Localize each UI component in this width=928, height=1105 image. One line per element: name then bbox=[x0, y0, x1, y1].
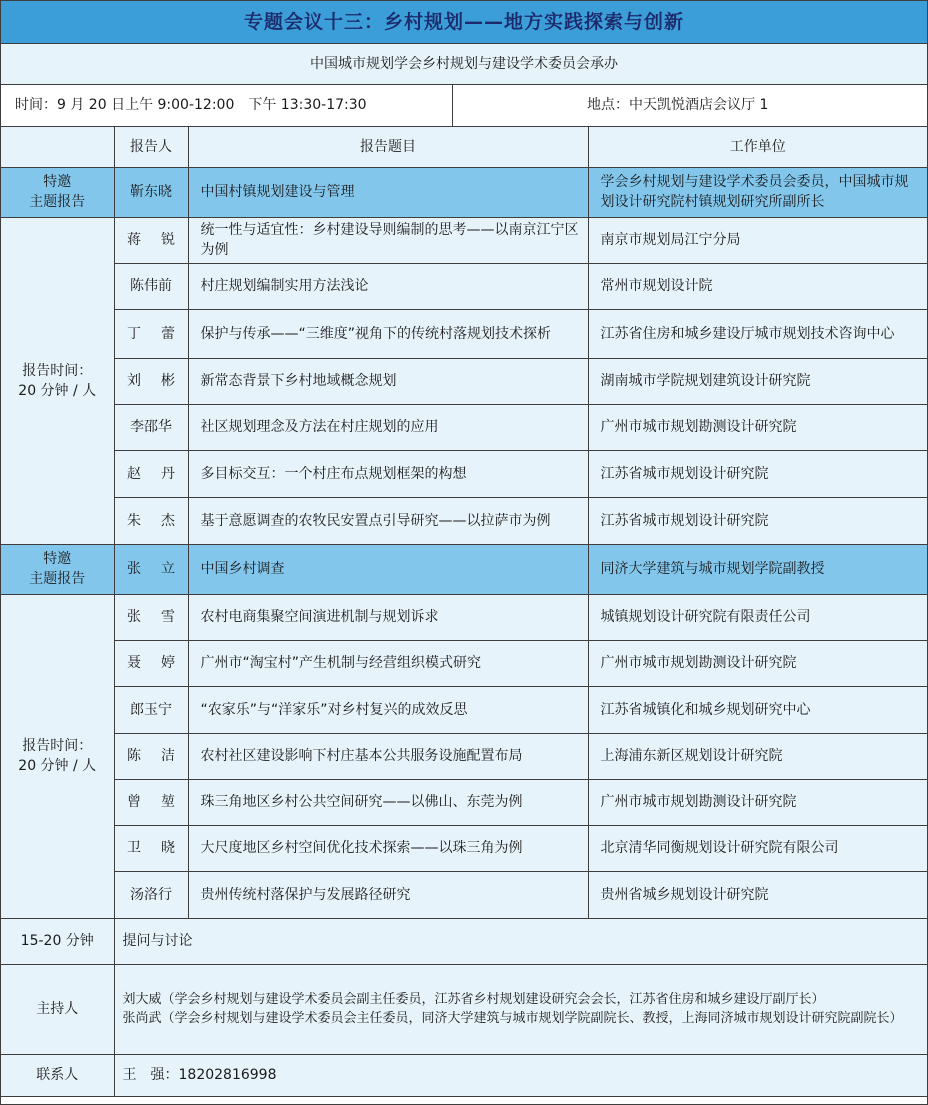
speaker-cell bbox=[114, 358, 195, 404]
report-time-label bbox=[1, 217, 114, 544]
report-time-label-line2: 20 分钟 / 人 bbox=[18, 382, 97, 399]
speaker-name: 聂婷 bbox=[127, 655, 195, 671]
table-row bbox=[1, 358, 927, 404]
work-unit: 江苏省城市规划设计研究院 bbox=[588, 450, 927, 497]
schedule-info-row bbox=[1, 85, 927, 127]
report-topic: 农村社区建设影响下村庄基本公共服务设施配置布局 bbox=[188, 733, 588, 779]
special-report-label bbox=[1, 167, 114, 217]
discussion-row bbox=[1, 918, 927, 964]
report-topic: 基于意愿调查的农牧民安置点引导研究——以拉萨市为例 bbox=[188, 497, 588, 544]
speaker-name: 刘彬 bbox=[127, 373, 195, 389]
report-topic: 贵州传统村落保护与发展路径研究 bbox=[188, 871, 588, 918]
speaker-cell bbox=[114, 450, 195, 497]
table-header-row bbox=[1, 127, 927, 167]
table-row bbox=[1, 825, 927, 871]
work-unit: 南京市规划局江宁分局 bbox=[588, 217, 927, 263]
work-unit: 江苏省城市规划设计研究院 bbox=[588, 497, 927, 544]
table-row bbox=[1, 871, 927, 918]
table-row bbox=[1, 167, 927, 217]
discussion-time: 15-20 分钟 bbox=[1, 918, 114, 964]
speaker-name: 郎玉宁 bbox=[130, 701, 172, 718]
report-time-label-line1: 报告时间： bbox=[22, 738, 93, 754]
speaker-name: 靳东晓 bbox=[130, 184, 172, 200]
table-row bbox=[1, 779, 927, 825]
speaker-name: 汤洛行 bbox=[130, 886, 172, 903]
speaker-name: 张雪 bbox=[127, 609, 195, 625]
table-row bbox=[1, 594, 927, 640]
speaker-name: 丁蕾 bbox=[127, 325, 195, 342]
speaker-name: 赵丹 bbox=[127, 465, 195, 482]
work-unit: 广州市城市规划勘测设计研究院 bbox=[588, 779, 927, 825]
speaker-name: 卫晓 bbox=[127, 840, 195, 856]
report-time-label bbox=[1, 594, 114, 918]
session-time: 时间：9 月 20 日上午 9:00-12:00 下午 13:30-17:30 bbox=[1, 85, 453, 126]
work-unit: 上海浦东新区规划设计研究院 bbox=[588, 733, 927, 779]
speaker-cell bbox=[114, 640, 195, 686]
contact-label: 联系人 bbox=[1, 1054, 114, 1096]
contact-info: 王 强：18202816998 bbox=[114, 1054, 927, 1096]
header-speaker: 报告人 bbox=[114, 127, 188, 167]
host-line-1: 刘大威（学会乡村规划与建设学术委员会副主任委员，江苏省乡村规划建设研究会会长，江苏省住房和城乡建设厅副厅长） bbox=[122, 992, 825, 1007]
special-report-label-line1: 特邀 bbox=[43, 174, 72, 190]
speaker-cell bbox=[114, 544, 195, 594]
report-topic: 广州市“淘宝村”产生机制与经营组织模式研究 bbox=[188, 640, 588, 686]
report-topic: 村庄规划编制实用方法浅论 bbox=[188, 263, 588, 309]
speaker-name: 张立 bbox=[127, 561, 195, 577]
work-unit: 广州市城市规划勘测设计研究院 bbox=[588, 640, 927, 686]
page-title: 专题会议十三：乡村规划——地方实践探索与创新 bbox=[1, 1, 927, 44]
speaker-cell bbox=[114, 594, 195, 640]
speaker-name: 李邵华 bbox=[130, 419, 172, 435]
special-report-label-line1: 特邀 bbox=[43, 551, 72, 567]
contact-row bbox=[1, 1054, 927, 1096]
report-topic: 多目标交互：一个村庄布点规划框架的构想 bbox=[188, 450, 588, 497]
header-blank-cell bbox=[1, 127, 114, 167]
report-topic: 统一性与适宜性：乡村建设导则编制的思考——以南京江宁区为例 bbox=[188, 217, 588, 263]
session-place: 地点：中天凯悦酒店会议厅 1 bbox=[587, 97, 769, 113]
special-report-label-line2: 主题报告 bbox=[29, 194, 86, 210]
table-row bbox=[1, 733, 927, 779]
table-row bbox=[1, 640, 927, 686]
table-row bbox=[1, 544, 927, 594]
speaker-cell bbox=[114, 217, 195, 263]
speaker-cell bbox=[114, 871, 188, 918]
work-unit: 同济大学建筑与城市规划学院副教授 bbox=[588, 544, 927, 594]
speaker-name: 蒋锐 bbox=[127, 232, 195, 248]
speaker-cell bbox=[114, 263, 188, 309]
table-row bbox=[1, 263, 927, 309]
work-unit: 湖南城市学院规划建筑设计研究院 bbox=[588, 358, 927, 404]
work-unit: 江苏省住房和城乡建设厅城市规划技术咨询中心 bbox=[588, 309, 927, 358]
report-topic: 保护与传承——“三维度”视角下的传统村落规划技术探析 bbox=[188, 309, 588, 358]
organizer-line: 中国城市规划学会乡村规划与建设学术委员会承办 bbox=[1, 44, 927, 85]
speaker-cell bbox=[114, 779, 195, 825]
report-time-label-line1: 报告时间： bbox=[22, 362, 93, 379]
header-topic: 报告题目 bbox=[188, 127, 588, 167]
discussion-text: 提问与讨论 bbox=[114, 918, 927, 964]
table-row bbox=[1, 404, 927, 450]
report-time-label-line2: 20 分钟 / 人 bbox=[18, 758, 97, 774]
table-row bbox=[1, 686, 927, 733]
report-topic: 珠三角地区乡村公共空间研究——以佛山、东莞为例 bbox=[188, 779, 588, 825]
table-row bbox=[1, 309, 927, 358]
speaker-name: 曾堃 bbox=[127, 794, 195, 810]
work-unit: 贵州省城乡规划设计研究院 bbox=[588, 871, 927, 918]
speaker-cell bbox=[114, 309, 195, 358]
speaker-cell bbox=[114, 497, 195, 544]
speaker-cell bbox=[114, 167, 188, 217]
speaker-cell bbox=[114, 733, 195, 779]
work-unit: 北京清华同衡规划设计研究院有限公司 bbox=[588, 825, 927, 871]
table-row bbox=[1, 217, 927, 263]
special-report-label-line2: 主题报告 bbox=[29, 571, 86, 587]
host-line-2: 张尚武（学会乡村规划与建设学术委员会主任委员，同济大学建筑与城市规划学院副院长、教授，上海同济城市规划设计研究院副院长） bbox=[122, 1011, 903, 1026]
work-unit: 常州市规划设计院 bbox=[588, 263, 927, 309]
report-topic: 中国村镇规划建设与管理 bbox=[188, 167, 588, 217]
table-row bbox=[1, 450, 927, 497]
host-row bbox=[1, 964, 927, 1054]
header-org: 工作单位 bbox=[588, 127, 927, 167]
table-row bbox=[1, 497, 927, 544]
speaker-name: 朱杰 bbox=[127, 512, 195, 529]
report-topic: 中国乡村调查 bbox=[188, 544, 588, 594]
speaker-cell bbox=[114, 404, 188, 450]
work-unit: 广州市城市规划勘测设计研究院 bbox=[588, 404, 927, 450]
report-topic: 农村电商集聚空间演进机制与规划诉求 bbox=[188, 594, 588, 640]
work-unit: 学会乡村规划与建设学术委员会委员，中国城市规划设计研究院村镇规划研究所副所长 bbox=[588, 167, 927, 217]
work-unit: 江苏省城镇化和城乡规划研究中心 bbox=[588, 686, 927, 733]
report-topic: 大尺度地区乡村空间优化技术探索——以珠三角为例 bbox=[188, 825, 588, 871]
report-topic: 社区规划理念及方法在村庄规划的应用 bbox=[188, 404, 588, 450]
report-topic: “农家乐”与“洋家乐”对乡村复兴的成效反思 bbox=[188, 686, 588, 733]
special-report-label bbox=[1, 544, 114, 594]
report-topic: 新常态背景下乡村地域概念规划 bbox=[188, 358, 588, 404]
speaker-cell bbox=[114, 686, 188, 733]
host-label: 主持人 bbox=[1, 964, 114, 1054]
speaker-cell bbox=[114, 825, 195, 871]
agenda-table bbox=[1, 127, 927, 1097]
work-unit: 城镇规划设计研究院有限责任公司 bbox=[588, 594, 927, 640]
host-details bbox=[114, 964, 927, 1054]
speaker-name: 陈伟前 bbox=[130, 278, 172, 294]
speaker-name: 陈洁 bbox=[127, 748, 195, 764]
